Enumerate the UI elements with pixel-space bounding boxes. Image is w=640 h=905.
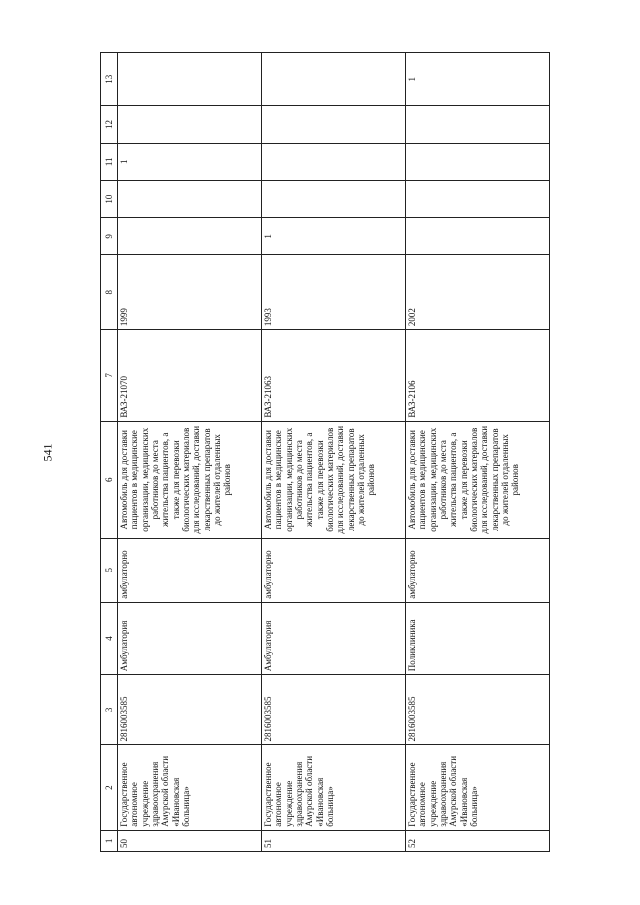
- cell-col-10: [406, 180, 550, 217]
- vehicle-registry-table: [100, 52, 550, 852]
- cell-col-12: [406, 106, 550, 143]
- organization-name: Государственное автономное учреждение здравоохранения Амурской области «Ивановская больница»: [262, 745, 406, 830]
- inn-code: 2816003585: [406, 675, 550, 745]
- cell-col-13: [262, 53, 406, 106]
- row-number: 51: [262, 830, 406, 851]
- column-header-8: 8: [101, 255, 118, 330]
- care-mode: амбулаторно: [262, 538, 406, 602]
- cell-col-11: [406, 143, 550, 180]
- column-header-1: 1: [101, 830, 118, 851]
- facility-type: Амбулатория: [262, 602, 406, 674]
- cell-col-13: [118, 53, 262, 106]
- cell-col-13: 1: [406, 53, 550, 106]
- inn-code: 2816003585: [262, 675, 406, 745]
- cell-col-11: [262, 143, 406, 180]
- vehicle-year: 1993: [262, 255, 406, 330]
- column-header-2: 2: [101, 745, 118, 830]
- column-header-11: 11: [101, 143, 118, 180]
- column-header-7: 7: [101, 330, 118, 422]
- column-header-13: 13: [101, 53, 118, 106]
- vehicle-purpose: Автомобиль для доставки пациентов в медицинские организации, медицинских работников до места жительства пациентов, а также для перевозки биологических материалов для исследований, доставки лекарственных препаратов до жителей отдаленных районов: [262, 421, 406, 538]
- vehicle-model: ВАЗ-21063: [262, 330, 406, 422]
- column-header-6: 6: [101, 421, 118, 538]
- table-row: [262, 53, 406, 852]
- vehicle-year: 2002: [406, 255, 550, 330]
- row-number: 50: [118, 830, 262, 851]
- cell-col-10: [262, 180, 406, 217]
- table-row: [406, 53, 550, 852]
- vehicle-year: 1999: [118, 255, 262, 330]
- organization-name: Государственное автономное учреждение здравоохранения Амурской области «Ивановская больница»: [118, 745, 262, 830]
- column-header-12: 12: [101, 106, 118, 143]
- facility-type: Поликлиника: [406, 602, 550, 674]
- cell-col-9: 1: [262, 218, 406, 255]
- row-number: 52: [406, 830, 550, 851]
- cell-col-9: [118, 218, 262, 255]
- cell-col-11: 1: [118, 143, 262, 180]
- column-header-4: 4: [101, 602, 118, 674]
- vehicle-model: ВАЗ-2106: [406, 330, 550, 422]
- table-row: [118, 53, 262, 852]
- column-header-3: 3: [101, 675, 118, 745]
- organization-name: Государственное автономное учреждение здравоохранения Амурской области «Ивановская больница»: [406, 745, 550, 830]
- rotated-table-container: [100, 52, 550, 852]
- facility-type: Амбулатория: [118, 602, 262, 674]
- care-mode: амбулаторно: [118, 538, 262, 602]
- cell-col-10: [118, 180, 262, 217]
- care-mode: амбулаторно: [406, 538, 550, 602]
- cell-col-12: [262, 106, 406, 143]
- column-header-5: 5: [101, 538, 118, 602]
- column-header-9: 9: [101, 218, 118, 255]
- header-row: [101, 53, 118, 852]
- page-number: 541: [40, 443, 55, 462]
- column-header-10: 10: [101, 180, 118, 217]
- vehicle-purpose: Автомобиль для доставки пациентов в медицинские организации, медицинских работников до места жительства пациентов, а также для перевозки биологических материалов для исследований, доставки лекарственных препаратов до жителей отдаленных районов: [406, 421, 550, 538]
- vehicle-model: ВАЗ-21070: [118, 330, 262, 422]
- inn-code: 2816003585: [118, 675, 262, 745]
- cell-col-12: [118, 106, 262, 143]
- vehicle-purpose: Автомобиль для доставки пациентов в медицинские организации, медицинских работников до места жительства пациентов, а также для перевозки биологических материалов для исследований, доставки лекарственных препаратов до жителей отдаленных районов: [118, 421, 262, 538]
- cell-col-9: [406, 218, 550, 255]
